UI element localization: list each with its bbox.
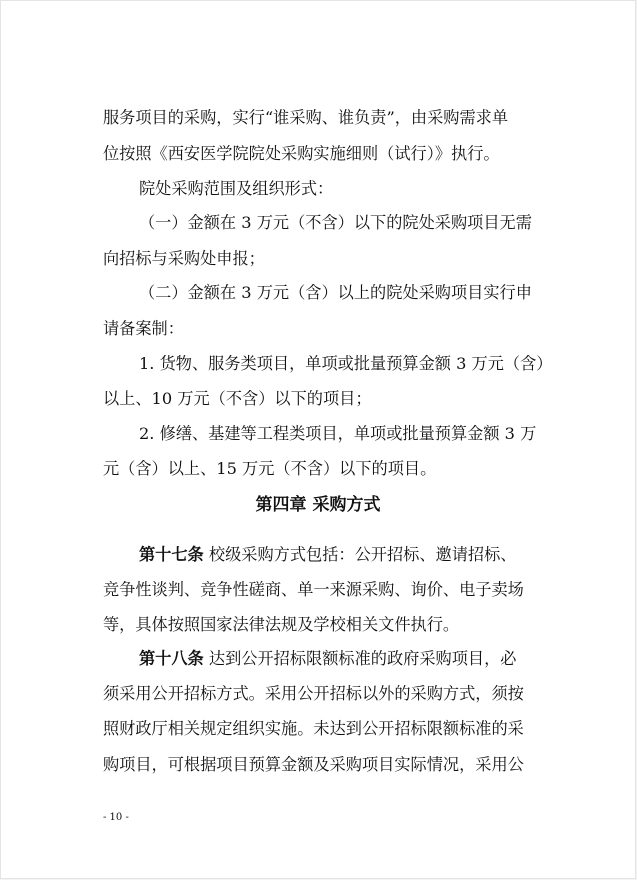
article-18-label: 第十八条: [139, 649, 204, 668]
article-18-text-4: 购项目，可根据项目预算金额及采购项目实际情况，采用公: [103, 755, 524, 774]
text-line-5: 向招标与采购处申报；: [103, 249, 265, 268]
article-18-text-3: 照财政厅相关规定组织实施。未达到公开招标限额标准的采: [103, 719, 524, 738]
text-line-2: 位按照《西安医学院院处采购实施细则（试行）》执行。: [103, 144, 500, 163]
text-line-9: 以上、10 万元（不含）以下的项目；: [103, 389, 372, 408]
text-line-1: 服务项目的采购，实行“谁采购、谁负责”，由采购需求单: [103, 108, 509, 127]
text-line-3: 院处采购范围及组织形式：: [139, 179, 334, 198]
text-line-11: 元（含）以上、15 万元（不含）以下的项目。: [103, 459, 437, 478]
page-number: - 10 -: [103, 812, 129, 823]
article-17-label: 第十七条: [139, 545, 204, 564]
article-18-first-line: [139, 649, 516, 669]
text-line-6: （二）金额在 3 万元（含）以上的院处采购项目实行申: [139, 283, 532, 302]
article-18-text-2: 须采用公开招标方式。采用公开招标以外的采购方式，须按: [103, 684, 524, 703]
article-18-text-1: 达到公开招标限额标准的政府采购项目，必: [203, 649, 517, 668]
chapter-title: 第四章 采购方式: [255, 495, 381, 515]
article-17-text-2: 竞争性谈判、竞争性磋商、单一来源采购、询价、电子卖场: [103, 580, 524, 599]
article-17-text-3: 等，具体按照国家法律法规及学校相关文件执行。: [103, 615, 460, 634]
text-line-10: 2. 修缮、基建等工程类项目，单项或批量预算金额 3 万: [139, 424, 537, 443]
article-17-text-1: 校级采购方式包括：公开招标、邀请招标、: [203, 545, 517, 564]
text-line-7: 请备案制：: [103, 319, 184, 338]
text-line-8: 1. 货物、服务类项目，单项或批量预算金额 3 万元（含）: [139, 354, 553, 373]
article-17-first-line: [139, 545, 516, 565]
text-line-4: （一）金额在 3 万元（不含）以下的院处采购项目无需: [139, 213, 532, 232]
document-page: [1, 1, 635, 878]
